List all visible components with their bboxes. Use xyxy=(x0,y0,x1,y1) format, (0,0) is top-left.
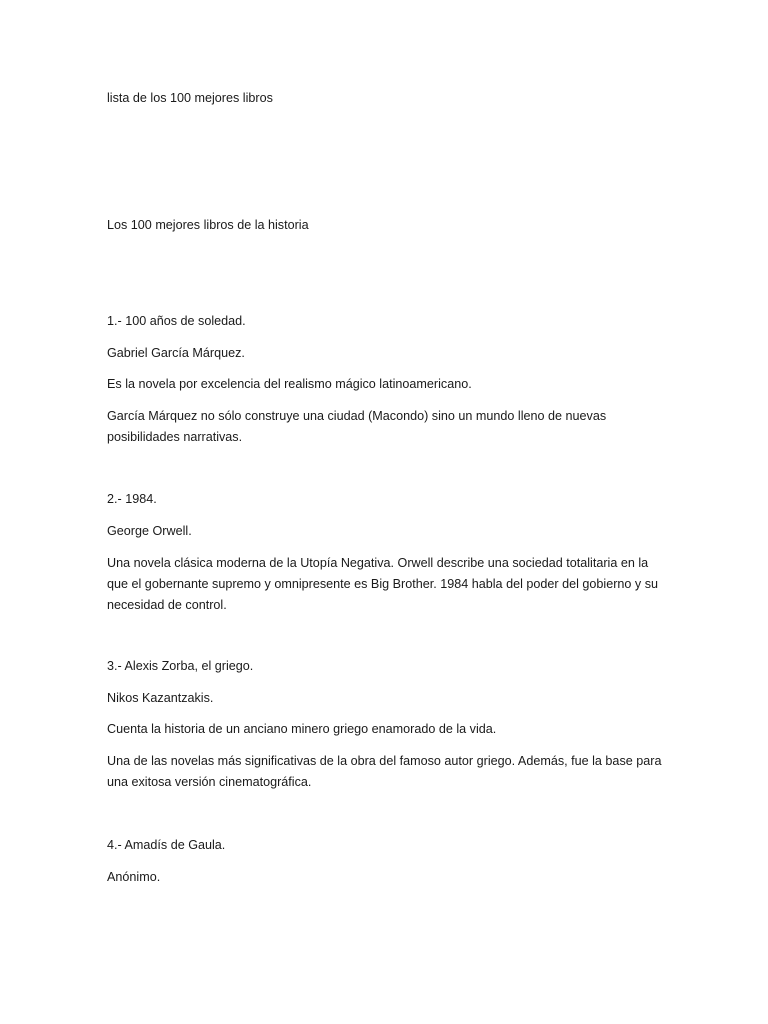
book-author-4: Anónimo. xyxy=(107,870,161,884)
book-commentary-3: Una de las novelas más significativas de la obra del famoso autor griego. Además, fue la base para una exitosa versión cinematográfica. xyxy=(107,754,662,789)
book-author-3: Nikos Kazantzakis. xyxy=(107,691,214,705)
book-author-2: George Orwell. xyxy=(107,524,192,538)
book-author-1: Gabriel García Márquez. xyxy=(107,346,245,360)
book-title-1: 1.- 100 años de soledad. xyxy=(107,314,246,328)
book-description-3: Cuenta la historia de un anciano minero griego enamorado de la vida. xyxy=(107,722,497,736)
book-commentary-1: García Márquez no sólo construye una ciudad (Macondo) sino un mundo lleno de nuevas posibilidades narrativas. xyxy=(107,409,607,444)
book-title-2: 2.- 1984. xyxy=(107,492,157,506)
page-heading: Los 100 mejores libros de la historia xyxy=(107,218,309,232)
book-description-2: Una novela clásica moderna de la Utopía Negativa. Orwell describe una sociedad totalitaria en la que el gobernante supremo y omnipresente es Big Brother. 1984 habla del poder del gobierno y su necesidad de control. xyxy=(107,556,658,612)
book-description-1: Es la novela por excelencia del realismo mágico latinoamericano. xyxy=(107,377,472,391)
book-title-4: 4.- Amadís de Gaula. xyxy=(107,838,226,852)
document-title: lista de los 100 mejores libros xyxy=(107,91,273,105)
book-title-3: 3.- Alexis Zorba, el griego. xyxy=(107,659,254,673)
